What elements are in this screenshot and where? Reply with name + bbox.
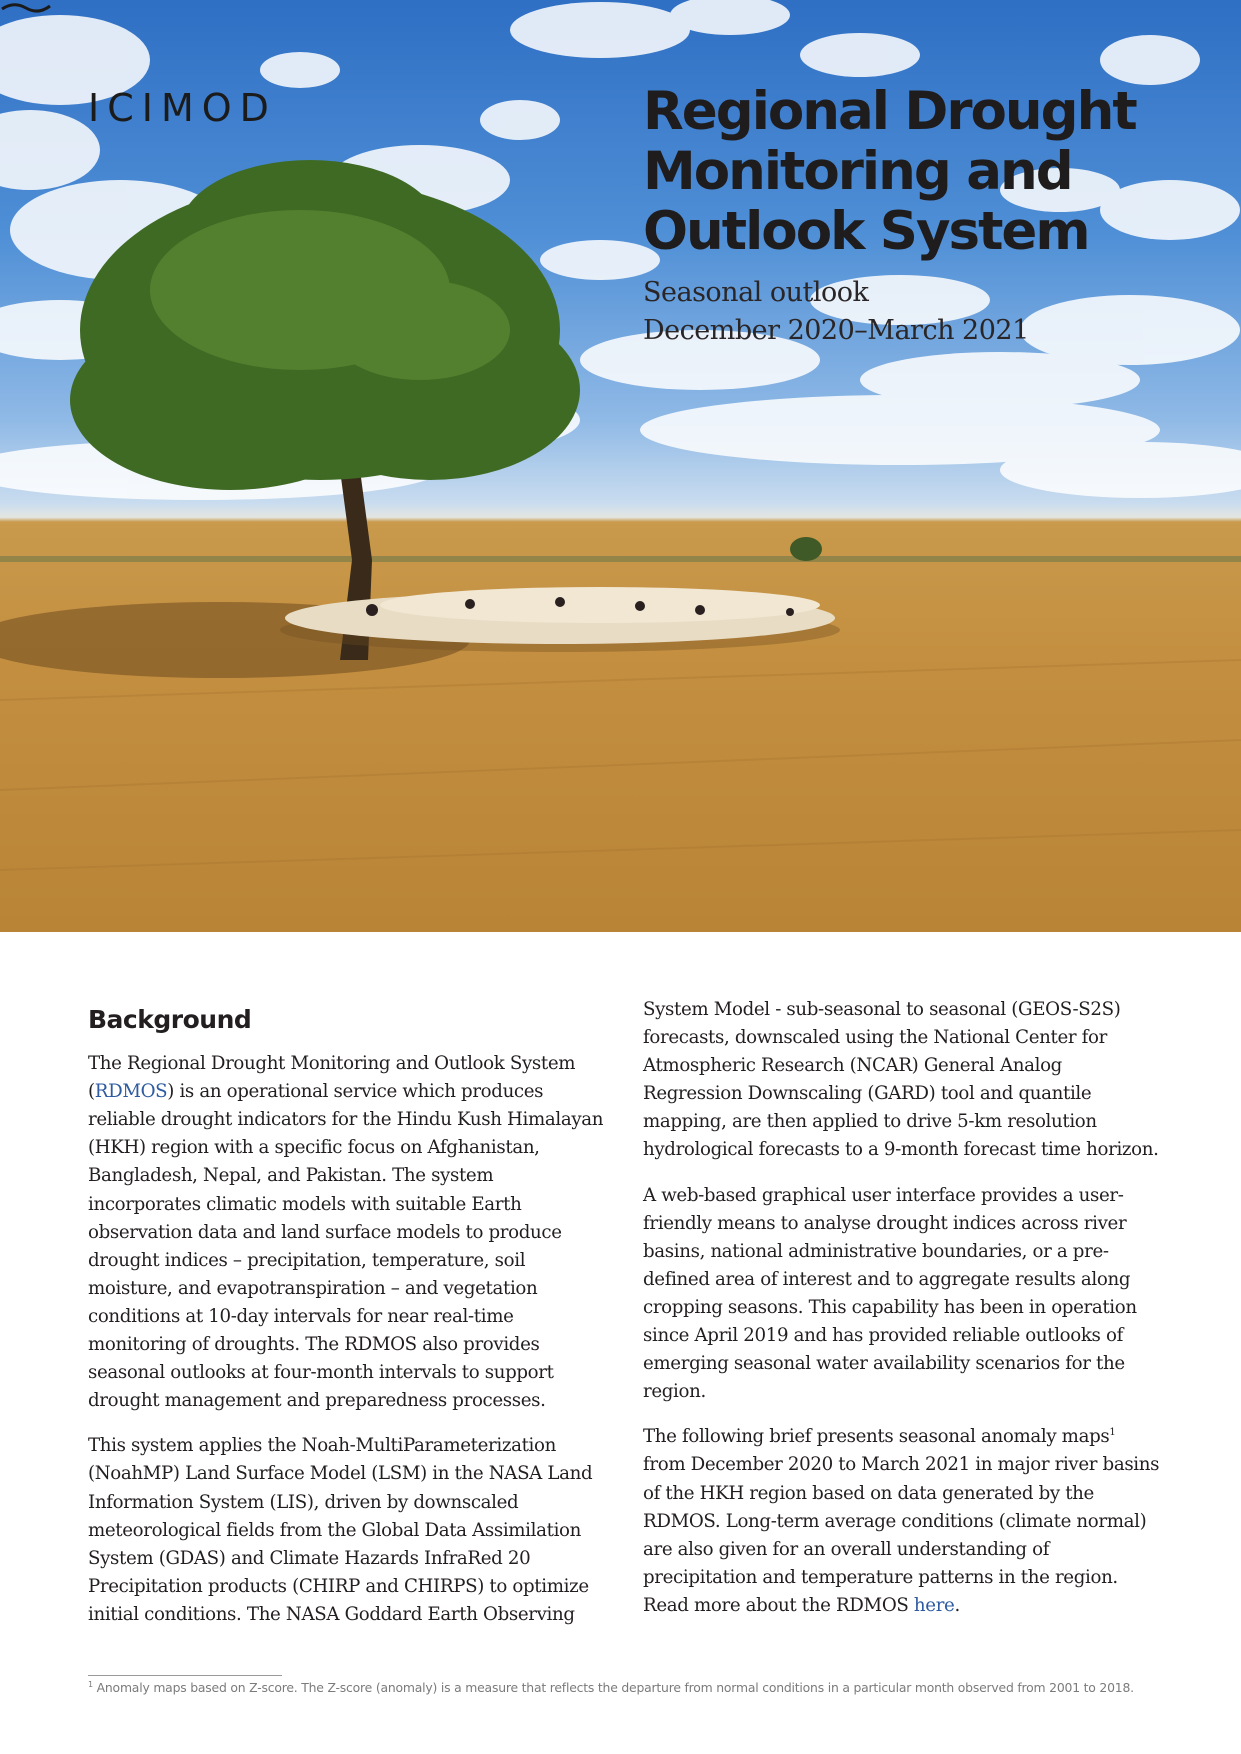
here-link[interactable]: here	[913, 1594, 955, 1616]
paragraph-1: The Regional Drought Monitoring and Outlook System (RDMOS) is an operational service which produces reliable drought indicators for the Hindu Kush Himalayan (HKH) region with a specific focus on Afghanistan, Bangladesh, Nepal, and Pakistan. The system incorporates climatic models with suitable Earth observation data and land surface models to produce drought indices – precipitation, temperature, soil moisture, and evapotranspiration – and vegetation conditions at 10-day intervals for near real-time monitoring of droughts. The RDMOS also provides seasonal outlooks at four-month intervals to support drought management and preparedness processes.	[88, 1053, 604, 1412]
paragraph-3: A web-based graphical user interface provides a user-friendly means to analyse drought indices across river basins, national administrative boundaries, or a pre-defined area of interest and to aggregate results along cropping seasons. This capability has been in operation since April 2019 and has provided reliable outlooks of emerging seasonal water availability scenarios for the region.	[643, 1184, 1137, 1403]
section-heading: Background	[88, 1005, 252, 1034]
report-title: Regional Drought Monitoring and Outlook System	[643, 81, 1136, 262]
paragraph-2-part-2: System Model - sub-seasonal to seasonal (GEOS-S2S) forecasts, downscaled using the National Center for Atmospheric Research (NCAR) General Analog Regression Downscaling (GARD) tool and quantile mapping, are then applied to drive 5-km resolution hydrological forecasts to a 9-month forecast time horizon.	[643, 999, 1159, 1161]
footnote: $^1$ Anomaly maps based on Z-score. The Z-score (anomaly) is a measure that reflects the departure from normal conditions in a particular month observed from 2001 to 2018.	[88, 1679, 1134, 1695]
period-line: December 2020–March 2021	[643, 315, 1029, 346]
paragraph-4: The following brief presents seasonal anomaly maps$^1$ from December 2020 to March 2021 in major river basins of the HKH region based on data generated by the RDMOS. Long-term average conditions (climate normal) are also given for an overall understanding of precipitation and temperature patterns in the region. Read more about the RDMOS here.	[643, 1426, 1160, 1616]
left-column	[88, 1004, 608, 1646]
subtitle-line: Seasonal outlook	[643, 277, 869, 308]
footnote-divider	[88, 1675, 282, 1676]
right-column	[643, 996, 1163, 1637]
paragraph-2-part-1: This system applies the Noah-MultiParameterization (NoahMP) Land Surface Model (LSM) in the NASA Land Information System (LIS), driven by downscaled meteorological fields from the Global Data Assimilation System (GDAS) and Climate Hazards InfraRed 20 Precipitation products (CHIRP and CHIRPS) to optimize initial conditions. The NASA Goddard Earth Observing	[88, 1435, 593, 1625]
logo-wave-icon	[0, 0, 52, 14]
icimod-logo: ICIMOD	[88, 86, 277, 130]
report-subtitle	[643, 274, 1203, 350]
sand-texture	[0, 660, 1241, 870]
footnote-ref[interactable]: 1	[1109, 1427, 1116, 1439]
rdmos-link[interactable]: RDMOS	[94, 1081, 168, 1103]
cover-title-block	[643, 82, 1203, 350]
